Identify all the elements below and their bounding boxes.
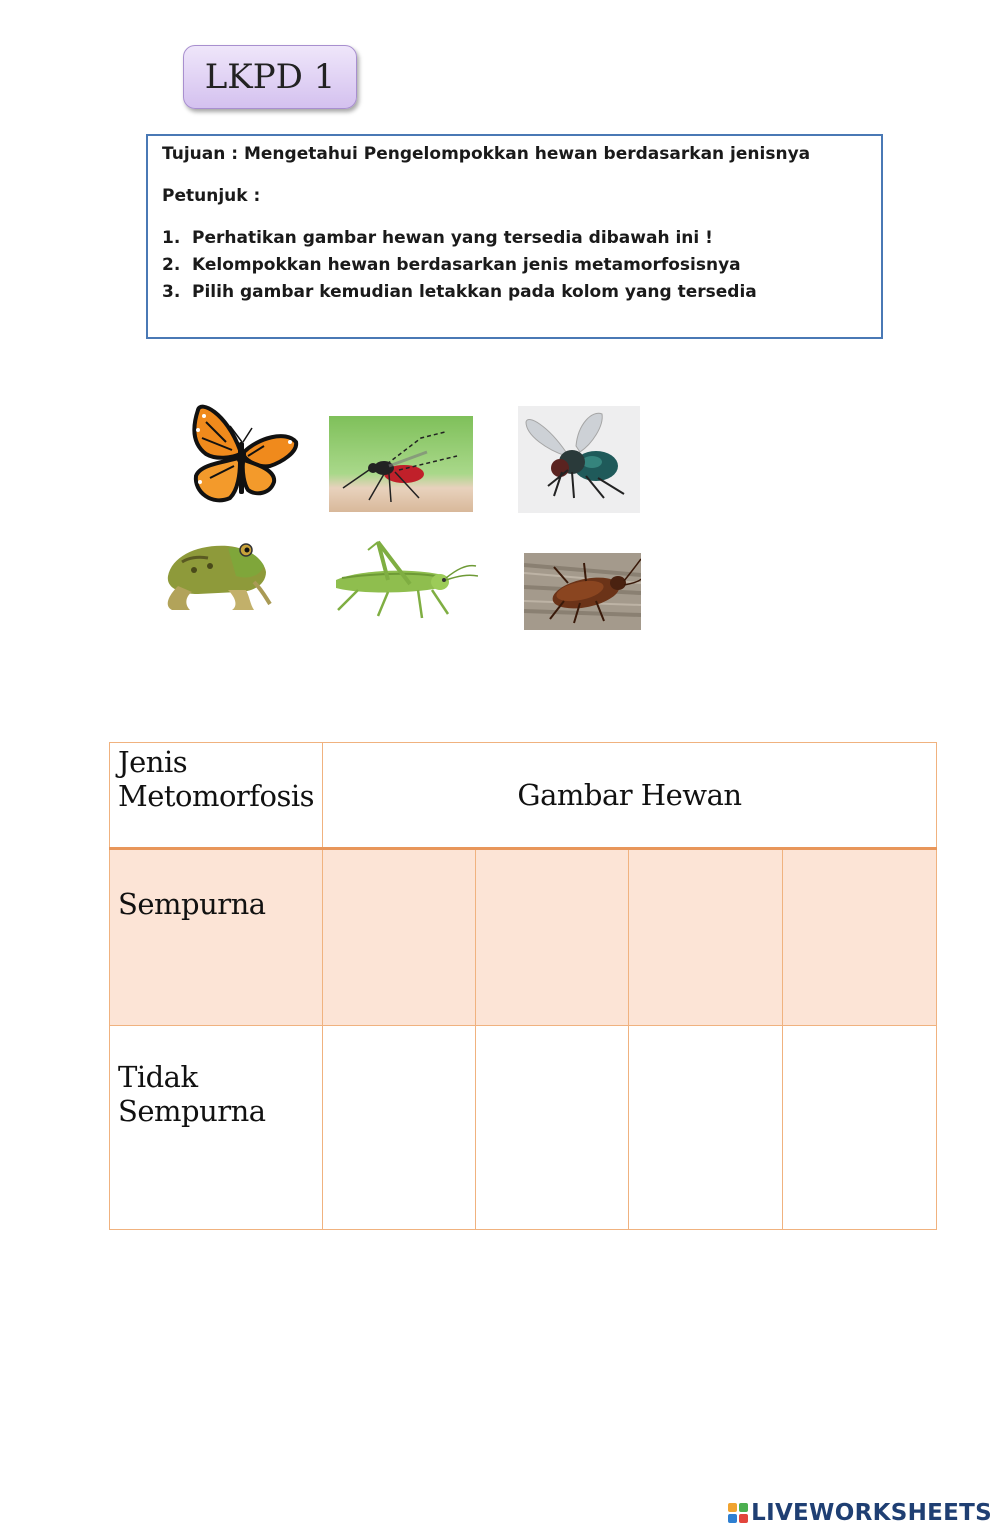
step-text: Kelompokkan hewan berdasarkan jenis metamorfosisnya	[192, 255, 741, 275]
header-images-cell	[322, 742, 937, 848]
step-number: 3.	[162, 282, 181, 302]
logo-square	[728, 1503, 737, 1512]
logo-square	[728, 1514, 737, 1523]
step-text: Perhatikan gambar hewan yang tersedia dibawah ini !	[192, 228, 713, 248]
step-number: 1.	[162, 228, 181, 248]
frog-image[interactable]	[158, 536, 274, 614]
row-tidak-sempurna-label-cell	[109, 1025, 323, 1230]
header-label-text: Jenis Metomorfosis	[118, 745, 315, 813]
mosquito-image[interactable]	[329, 416, 473, 512]
grasshopper-image[interactable]	[328, 540, 478, 622]
drop-zone-sempurna-4[interactable]	[782, 848, 937, 1026]
step-text: Pilih gambar kemudian letakkan pada kolom yang tersedia	[192, 282, 757, 302]
logo-square	[739, 1514, 748, 1523]
drop-zone-sempurna-1[interactable]	[322, 848, 476, 1026]
header-separator	[109, 847, 937, 850]
drop-zone-sempurna-2[interactable]	[475, 848, 629, 1026]
drop-zone-tidak-sempurna-1[interactable]	[322, 1025, 476, 1230]
instruction-step	[162, 282, 867, 302]
grasshopper-icon	[336, 542, 478, 618]
row-sempurna-label: Sempurna	[118, 887, 266, 921]
drop-zone-tidak-sempurna-3[interactable]	[628, 1025, 783, 1230]
page-title	[183, 45, 357, 109]
metamorphosis-table	[109, 742, 937, 1230]
frog-icon	[168, 544, 270, 610]
instruction-step	[162, 228, 867, 248]
instructions-objective: Tujuan : Mengetahui Pengelompokkan hewan berdasarkan jenisnya	[162, 144, 811, 164]
logo-square	[739, 1503, 748, 1512]
drop-zone-tidak-sempurna-2[interactable]	[475, 1025, 629, 1230]
row-sempurna-label-cell	[109, 848, 323, 1026]
butterfly-icon	[194, 407, 296, 501]
instructions-label: Petunjuk :	[162, 186, 261, 206]
drop-zone-sempurna-3[interactable]	[628, 848, 783, 1026]
page-title-text: LKPD 1	[204, 57, 336, 97]
butterfly-image[interactable]	[186, 402, 300, 506]
instruction-step	[162, 255, 867, 275]
logo-text: LIVEWORKSHEETS	[751, 1500, 992, 1526]
header-images-text: Gambar Hewan	[517, 778, 742, 812]
fly-image[interactable]	[518, 406, 640, 513]
logo-squares-icon	[728, 1503, 748, 1523]
row-tidak-sempurna-label: Tidak Sempurna	[118, 1060, 266, 1128]
liveworksheets-logo[interactable]	[728, 1499, 992, 1527]
instructions-list	[162, 228, 867, 302]
drop-zone-tidak-sempurna-4[interactable]	[782, 1025, 937, 1230]
instructions-box	[146, 134, 883, 339]
cockroach-image[interactable]	[524, 553, 641, 630]
header-label-cell	[109, 742, 323, 848]
step-number: 2.	[162, 255, 181, 275]
